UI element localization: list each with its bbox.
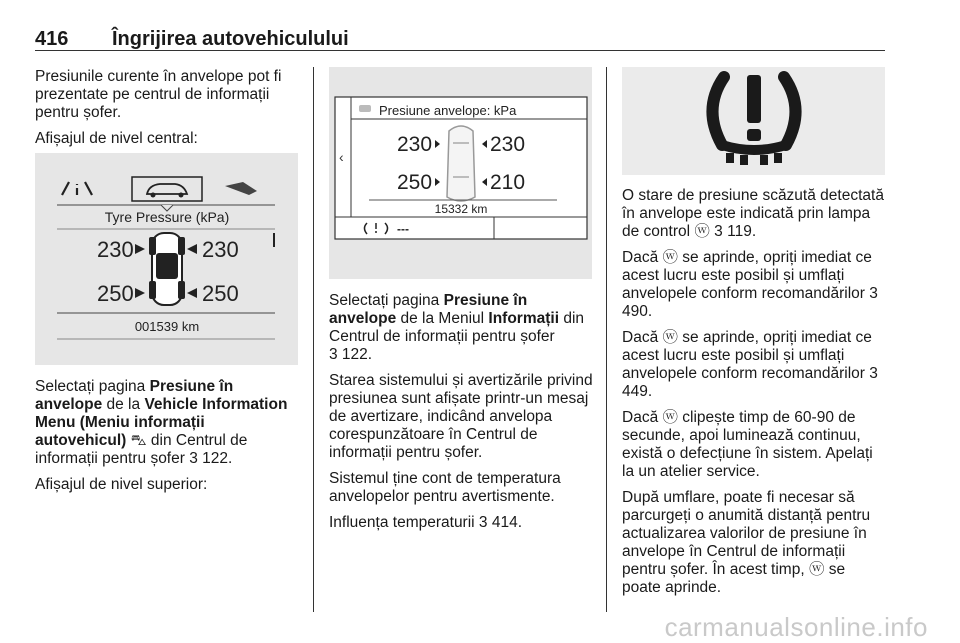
car-top-view-icon: [447, 126, 475, 201]
paragraph: O stare de presiune scăzută detectată în anvelope este indicată prin lampa de control ⓦ 3 119.: [622, 187, 884, 240]
page-title: Îngrijirea autovehiculului: [112, 28, 349, 50]
paragraph: Dacă ⓦ clipește timp de 60-90 de secunde, apoi luminează continuu, există o defecțiune în sistem. Apelați la un atelier service.: [622, 409, 873, 480]
watermark: carmanualsonline.info: [664, 612, 928, 642]
column-2-text: [329, 292, 593, 540]
odometer: 001539 km: [134, 319, 200, 334]
odometer: 15332 km: [434, 202, 488, 216]
car-top-view-icon: [149, 233, 185, 305]
tpms-warning-lamp-figure: [622, 67, 885, 175]
column-1-bottom: [35, 378, 297, 502]
tire-fr-value: 230: [490, 133, 526, 156]
chevron-left-icon: ‹: [339, 149, 344, 165]
header-rule: [35, 50, 885, 51]
mid-level-display-figure: [35, 153, 298, 365]
tire-rl-value: 250: [97, 281, 134, 306]
tire-fl-value: 230: [397, 133, 433, 156]
tire-rr-value: 210: [490, 171, 526, 194]
status-text: ---: [397, 222, 409, 236]
tire-fr-value: 230: [202, 237, 239, 262]
display-title: Presiune anvelope: kPa: [379, 103, 517, 118]
page-number: 416: [35, 28, 69, 50]
upper-level-display-figure: [329, 67, 592, 279]
tire-fl-value: 230: [97, 237, 134, 262]
column-divider-2: [606, 67, 607, 612]
paragraph: Selectați pagina Presiune în anvelope de la Vehicle Information Menu (Meniu informații autovehicul) ⛍ din Centrul de informații pentru șofer 3 122.: [35, 378, 288, 467]
car-icon: ⛍: [126, 432, 147, 449]
paragraph: Afișajul de nivel central:: [35, 130, 198, 147]
paragraph: După umflare, poate fi necesar să parcurgeți o anumită distanță pentru actualizarea valorilor de presiune în anvelope în Centrul de informații pentru șofer. În acest timp, ⓦ se poate aprinde.: [622, 489, 871, 596]
display-title: Tyre Pressure (kPa): [104, 209, 230, 225]
tire-rr-value: 250: [202, 281, 239, 306]
car-icon: [147, 184, 187, 198]
tire-rl-value: 250: [397, 171, 433, 194]
car-icon: [359, 105, 371, 112]
paragraph: Influența temperaturii 3 414.: [329, 514, 523, 531]
paragraph: Selectați pagina Presiune în anvelope de la Meniul Informații din Centrul de informații pentru șofer 3 122.: [329, 292, 585, 363]
paragraph: Dacă ⓦ se aprinde, opriți imediat ce acest lucru este posibil și umflați anvelopele conform recomandărilor 3 490.: [622, 249, 878, 320]
column-1-top: [35, 68, 297, 156]
column-3-text: [622, 187, 888, 605]
tpms-warning-icon: [622, 67, 885, 175]
column-divider-1: [313, 67, 314, 612]
paragraph: Sistemul ține cont de temperatura anvelopelor pentru avertismente.: [329, 470, 561, 505]
paragraph: Starea sistemului și avertizările privind presiunea sunt afișate printr-un mesaj de avertizare, indicând anvelopa corespunzătoare în Centrul de informații pentru șofer.: [329, 372, 593, 461]
fuel-icon: [225, 182, 257, 195]
paragraph: Afișajul de nivel superior:: [35, 476, 208, 493]
tpms-tab-icon: [62, 182, 92, 195]
paragraph: Dacă ⓦ se aprinde, opriți imediat ce acest lucru este posibil și umflați anvelopele conform recomandărilor 3 449.: [622, 329, 878, 400]
paragraph: Presiunile curente în anvelope pot fi prezentate pe centrul de informații pentru șofer.: [35, 68, 282, 121]
